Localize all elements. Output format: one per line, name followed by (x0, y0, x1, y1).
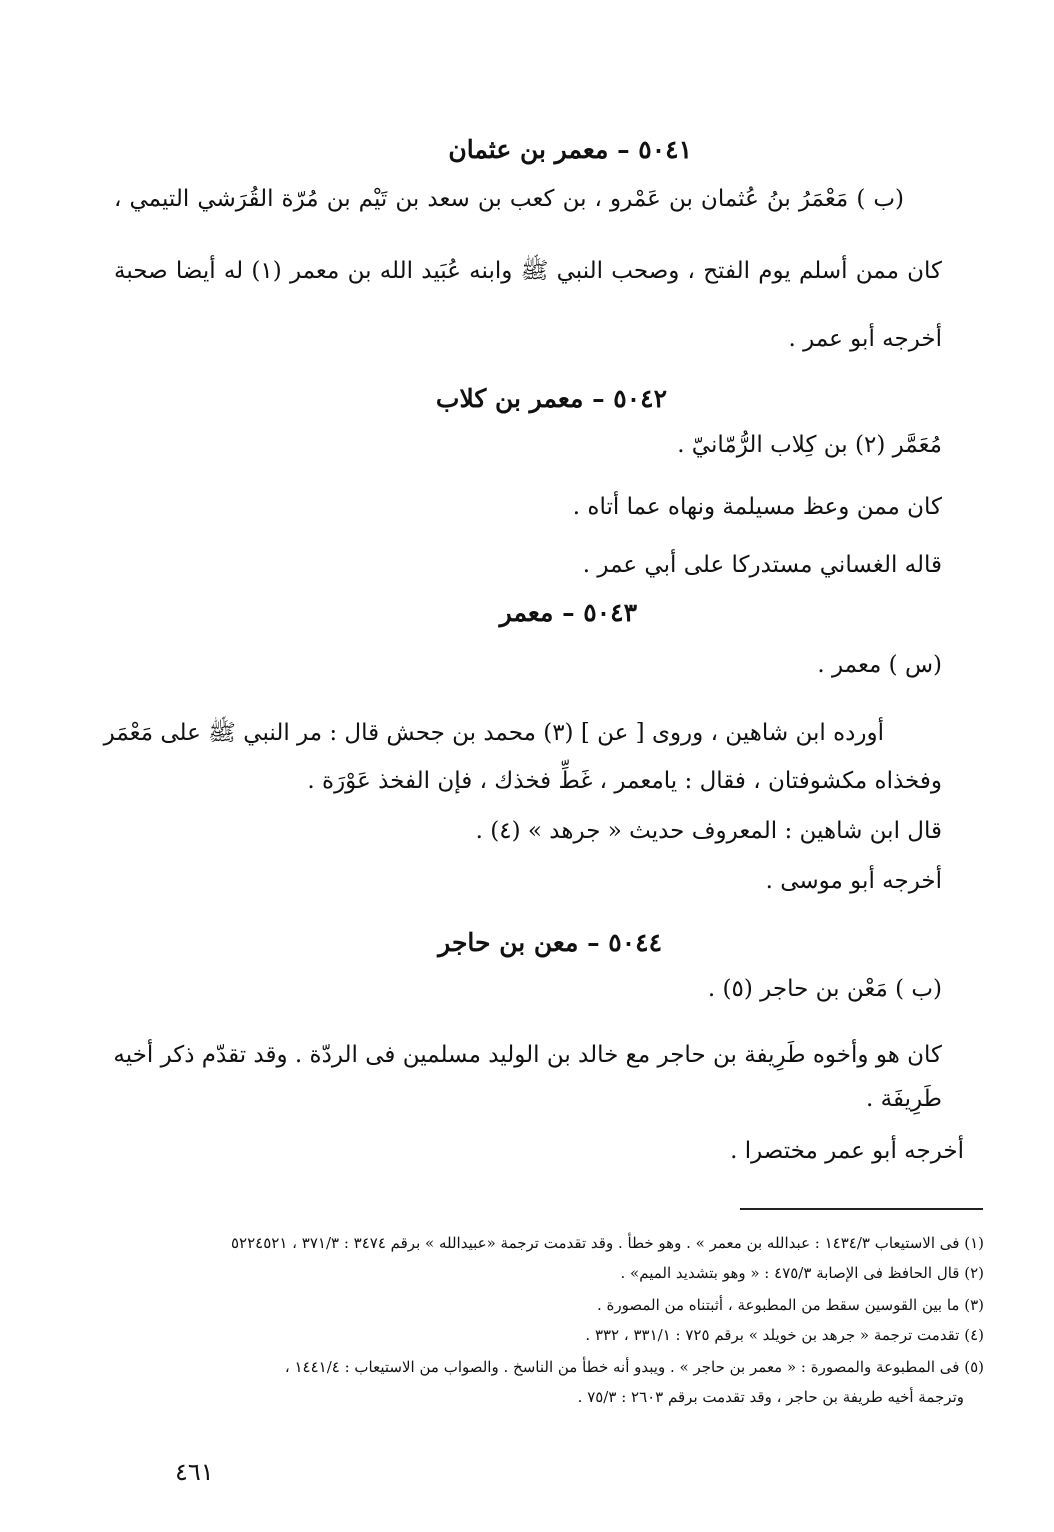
entry-heading: ٥٠٤٢ – معمر بن كلاب (435, 384, 667, 413)
footnote: (١) فى الاستيعاب ١٤٣٤/٣ : عبدالله بن معمر » . وهو خطأ . وقد تقدمت ترجمة «عبيدالله » برقم ٣٤٧٤ : ٣٧١/٣ ، ٥٢٢٤٥٢١ (230, 1234, 984, 1252)
entry-text-line: وفخذاه مكشوفتان ، فقال : يامعمر ، غَطِّ فخذك ، فإن الفخذ عَوْرَة . (307, 768, 942, 794)
entry-text-line: أخرجه أبو عمر مختصرا . (730, 1138, 964, 1164)
entry-text-line: قال ابن شاهين : المعروف حديث « جرهد » (٤) . (475, 818, 942, 844)
entry-text-line: مُعَمَّر (٢) بن كِلاب الرُّمّانيّ . (677, 432, 942, 458)
entry-text-line: كان هو وأخوه طَرِيفة بن حاجر مع خالد بن الوليد مسلمين فى الردّة . وقد تقدّم ذكر أخيه (113, 1042, 942, 1068)
footnote: (٢) قال الحافظ فى الإصابة ٤٧٥/٣ : « وهو بتشديد الميم» . (620, 1264, 984, 1282)
footnote: وترجمة أخيه طريفة بن حاجر ، وقد تقدمت برقم ٢٦٠٣ : ٧٥/٣ . (577, 1388, 964, 1406)
page-number: ٤٦١ (175, 1458, 214, 1486)
entry-text-line: طَرِيفَة . (866, 1086, 942, 1112)
footnote: (٤) تقدمت ترجمة « جرهد بن خويلد » برقم ٧٢٥ : ٣٣١/١ ، ٣٣٢ . (585, 1326, 984, 1344)
footnote: (٣) ما بين القوسين سقط من المطبوعة ، أثبتناه من المصورة . (596, 1296, 984, 1314)
entry-text-line: قاله الغساني مستدركا على أبي عمر . (582, 552, 942, 578)
entry-heading: ٥٠٤٤ – معن بن حاجر (438, 928, 662, 957)
entry-text-line: (ب ) مَعْمَرُ بنُ عُثمان بن عَمْرو ، بن كعب بن سعد بن تَيْم بن مُرّة القُرَشي التيمي ، (114, 186, 904, 212)
footnote: (٥) فى المطبوعة والمصورة : « معمر بن حاجر » . ويبدو أنه خطأ من الناسخ . والصواب من الاستيعاب : ١٤٤١/٤ ، (284, 1358, 984, 1376)
entry-text-line: (ب ) مَعْن بن حاجر (٥) . (707, 976, 942, 1002)
footnote-divider (740, 1208, 983, 1210)
entry-heading: ٥٠٤١ – معمر بن عثمان (448, 135, 692, 164)
entry-text-line: كان ممن أسلم يوم الفتح ، وصحب النبي ﷺ وابنه عُبَيد الله بن معمر (١) له أيضا صحبة (114, 258, 942, 284)
entry-text-line: أخرجه أبو موسى . (765, 868, 942, 894)
entry-heading: ٥٠٤٣ – معمر (499, 598, 637, 627)
entry-text-line: أورده ابن شاهين ، وروى [ عن ] (٣) محمد بن جحش قال : مر النبي ﷺ على مَعْمَر (103, 720, 884, 746)
entry-text-line: أخرجه أبو عمر . (788, 326, 942, 352)
entry-text-line: كان ممن وعظ مسيلمة ونهاه عما أتاه . (572, 494, 942, 520)
entry-text-line: (س ) معمر . (817, 652, 942, 678)
